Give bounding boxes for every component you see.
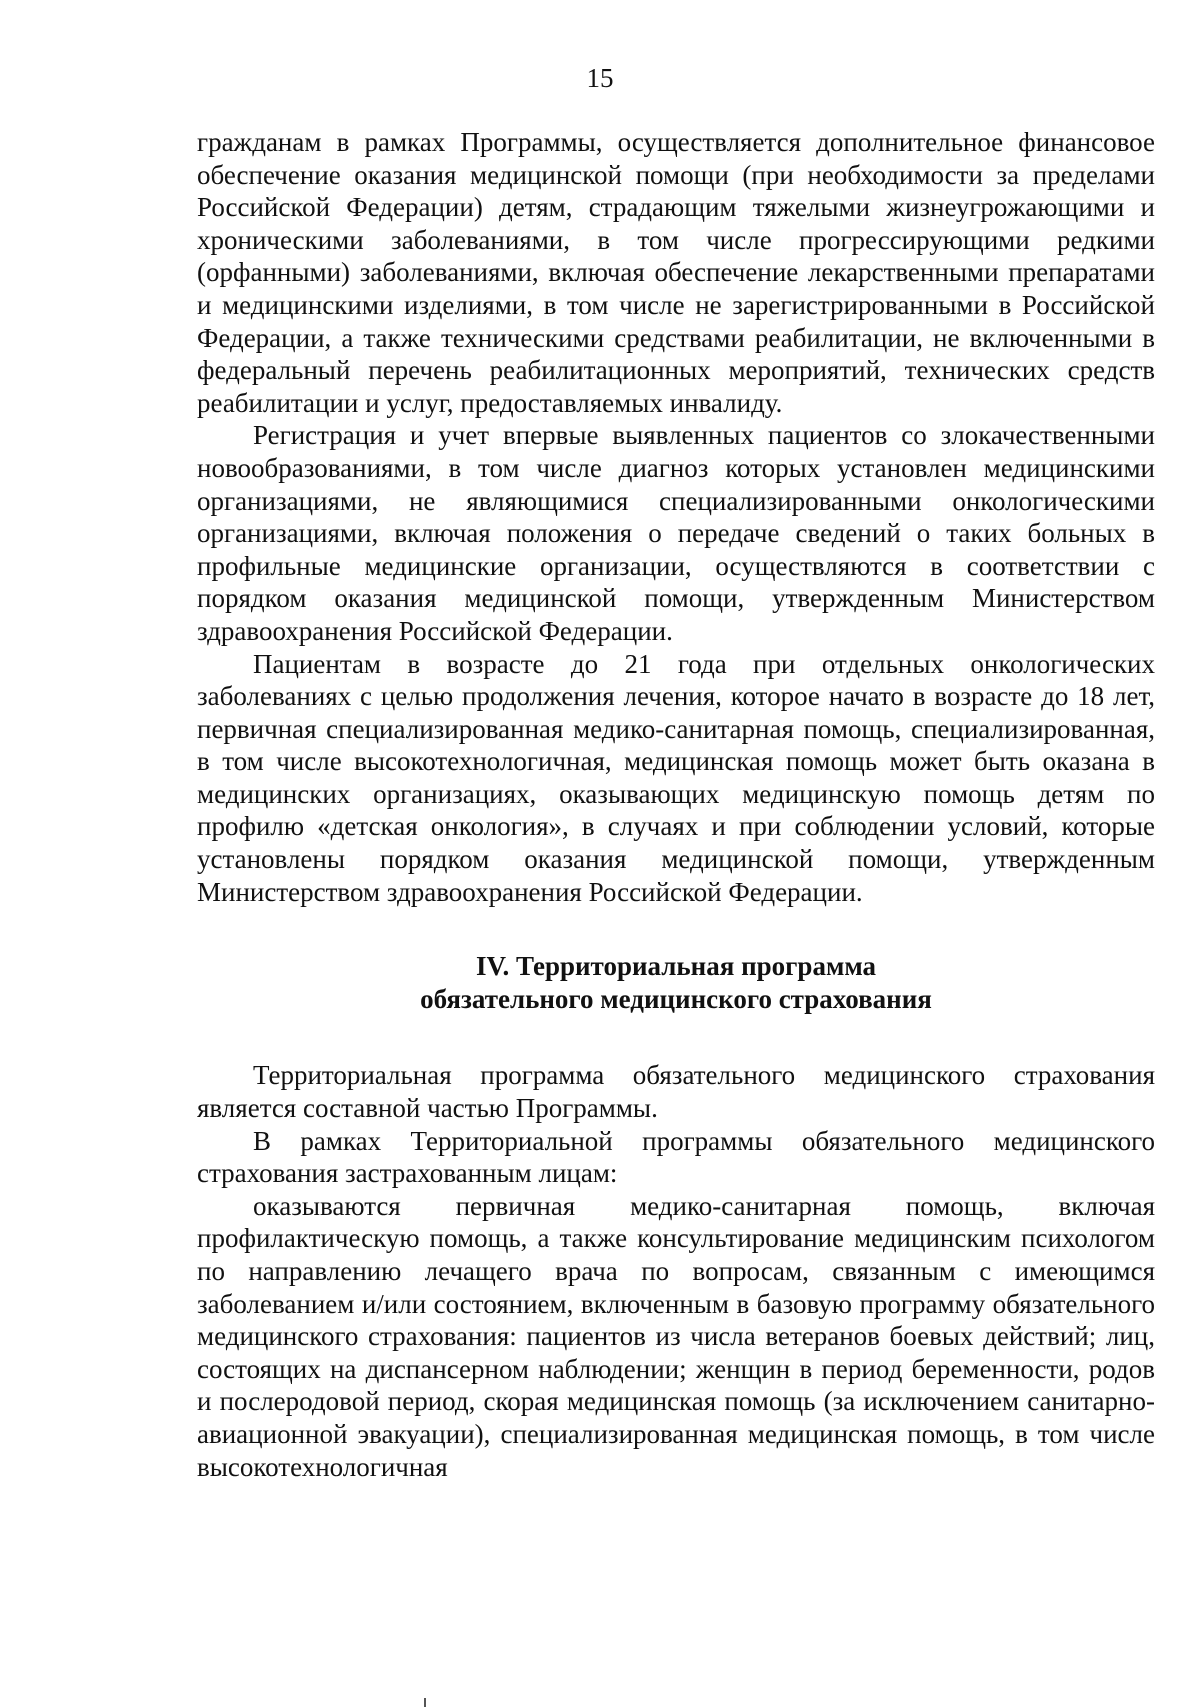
paragraph-program-part: Территориальная программа обязательного медицинского страхования является составной частью Программы.: [197, 1060, 1155, 1124]
section-heading-line-1: IV. Территориальная программа: [475, 951, 877, 982]
page-body: [197, 126, 1155, 1483]
paragraph-services-provided: оказываются первичная медико-санитарная помощь, включая профилактическую помощь, а также консультирование медицинским психологом по направлению лечащего врача по вопросам, связанным с имеющимся заболеванием и/или состоянием, включенным в базовую программу обязательного медицинского страхования: пациентов из числа ветеранов боевых действий; лиц, состоящих на диспансерном наблюдении; женщин в период беременности, родов и послеродовой период, скорая медицинская помощь (за исключением санитарно-авиационной эвакуации), специализированная медицинская помощь, в том числе высокотехнологичная: [197, 1190, 1155, 1482]
paragraph-patients-under-21: Пациентам в возрасте до 21 года при отдельных онкологических заболеваниях с целью продолжения лечения, которое начато в возрасте до 18 лет, первичная специализированная медико-санитарная помощь, специализированная, в том числе высокотехнологичная, медицинская помощь может быть оказана в медицинских организациях, оказывающих медицинскую помощь детям по профилю «детская онкология», в случаях и при соблюдении условий, которые установлены порядком оказания медицинской помощи, утвержденным Министерством здравоохранения Российской Федерации.: [197, 648, 1155, 907]
scan-mark: [424, 1698, 426, 1707]
paragraph-registration: Регистрация и учет впервые выявленных пациентов со злокачественными новообразованиями, в том числе диагноз которых установлен медицинскими организациями, не являющимися специализированными онкологическими организациями, включая положения о передаче сведений о таких больных в профильные медицинские организации, осуществляются в соответствии с порядком оказания медицинской помощи, утвержденным Министерством здравоохранения Российской Федерации.: [197, 420, 1155, 646]
paragraph-within-program: В рамках Территориальной программы обязательного медицинского страхования застрахованным лицам:: [197, 1125, 1155, 1189]
paragraph-continuation: гражданам в рамках Программы, осуществляется дополнительное финансовое обеспечение оказания медицинской помощи (при необходимости за пределами Российской Федерации) детям, страдающим тяжелыми жизнеугрожающими и хроническими заболеваниями, в том числе прогрессирующими редкими (орфанными) заболеваниями, включая обеспечение лекарственными препаратами и медицинскими изделиями, в том числе не зарегистрированными в Российской Федерации, а также техническими средствами реабилитации, не включенными в федеральный перечень реабилитационных мероприятий, технических средств реабилитации и услуг, предоставляемых инвалиду.: [197, 127, 1155, 418]
page-number: 15: [586, 63, 614, 93]
section-heading: [197, 950, 1155, 1015]
section-heading-line-2: обязательного медицинского страхования: [420, 983, 932, 1014]
